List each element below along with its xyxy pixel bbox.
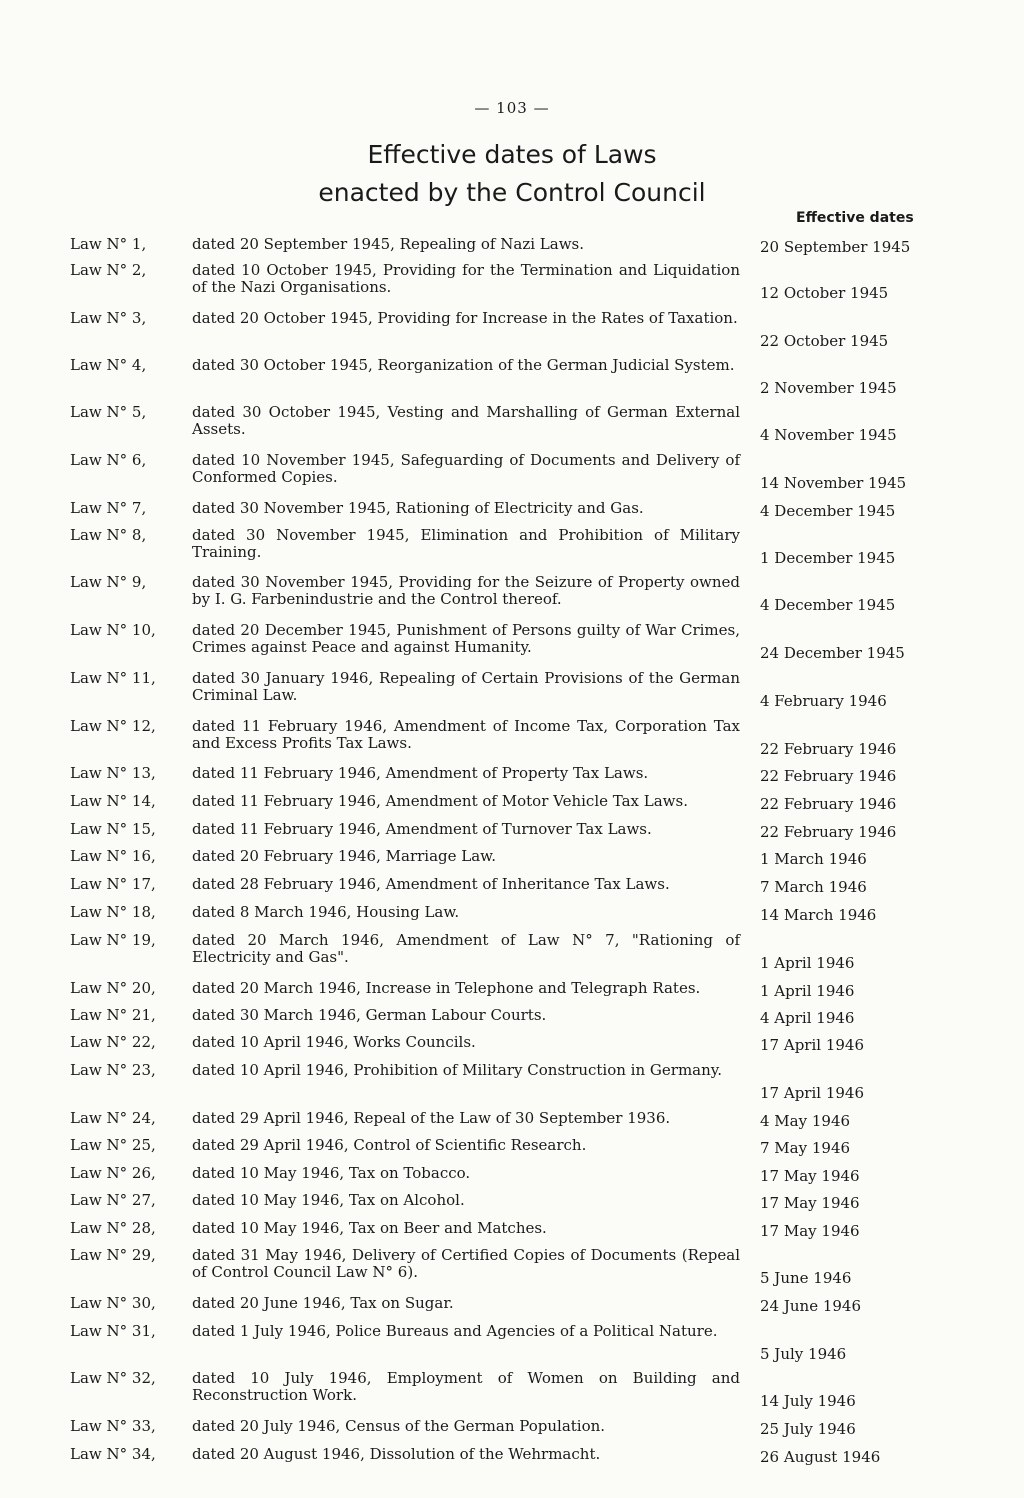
effective-date: 17 May 1946 — [760, 1222, 860, 1240]
law-number: Law N° 10, — [70, 621, 156, 639]
law-description: dated 20 August 1946, Dissolution of the Wehrmacht. — [192, 1445, 601, 1463]
effective-date: 4 November 1945 — [760, 426, 897, 444]
effective-date: 26 August 1946 — [760, 1448, 881, 1466]
effective-date: 22 February 1946 — [760, 795, 897, 813]
law-description: dated 30 November 1945, Elimination and Prohibition of Military Training. — [192, 526, 740, 561]
effective-date: 14 July 1946 — [760, 1392, 856, 1410]
effective-date: 2 November 1945 — [760, 379, 897, 397]
law-description: dated 10 April 1946, Works Councils. — [192, 1033, 476, 1051]
law-number: Law N° 24, — [70, 1109, 156, 1127]
law-description: dated 10 July 1946, Employment of Women on Building and Reconstruction Work. — [192, 1369, 740, 1404]
law-number: Law N° 3, — [70, 309, 147, 327]
law-description: dated 20 June 1946, Tax on Sugar. — [192, 1294, 454, 1312]
law-description: dated 10 April 1946, Prohibition of Military Construction in Germany. — [192, 1061, 723, 1079]
law-number: Law N° 15, — [70, 820, 156, 838]
effective-date: 1 December 1945 — [760, 549, 896, 567]
law-description: dated 11 February 1946, Amendment of Turnover Tax Laws. — [192, 820, 652, 838]
law-number: Law N° 20, — [70, 979, 156, 997]
law-number: Law N° 23, — [70, 1061, 156, 1079]
law-description: dated 20 July 1946, Census of the German Population. — [192, 1417, 606, 1435]
law-number: Law N° 34, — [70, 1445, 156, 1463]
effective-date: 4 December 1945 — [760, 502, 896, 520]
law-description: dated 28 February 1946, Amendment of Inheritance Tax Laws. — [192, 875, 670, 893]
law-description: dated 10 May 1946, Tax on Alcohol. — [192, 1191, 465, 1209]
law-description: dated 20 December 1945, Punishment of Persons guilty of War Crimes, Crimes against Peace and against Humanity. — [192, 621, 740, 656]
law-number: Law N° 22, — [70, 1033, 156, 1051]
law-number: Law N° 30, — [70, 1294, 156, 1312]
effective-date: 5 July 1946 — [760, 1345, 847, 1363]
law-description: dated 30 March 1946, German Labour Courts. — [192, 1006, 547, 1024]
page-number: — 103 — — [474, 99, 550, 117]
law-description: dated 29 April 1946, Repeal of the Law of 30 September 1936. — [192, 1109, 671, 1127]
law-number: Law N° 27, — [70, 1191, 156, 1209]
effective-date: 5 June 1946 — [760, 1269, 852, 1287]
law-description: dated 10 October 1945, Providing for the Termination and Liquidation of the Nazi Organisations. — [192, 261, 740, 296]
law-description: dated 20 March 1946, Increase in Telephone and Telegraph Rates. — [192, 979, 701, 997]
effective-date: 17 April 1946 — [760, 1084, 864, 1102]
effective-date: 4 December 1945 — [760, 596, 896, 614]
law-description: dated 10 May 1946, Tax on Beer and Matches. — [192, 1219, 547, 1237]
law-number: Law N° 9, — [70, 573, 147, 591]
law-number: Law N° 7, — [70, 499, 147, 517]
law-number: Law N° 8, — [70, 526, 147, 544]
effective-date: 12 October 1945 — [760, 284, 889, 302]
law-number: Law N° 12, — [70, 717, 156, 735]
effective-date: 25 July 1946 — [760, 1420, 856, 1438]
effective-date: 20 September 1945 — [760, 238, 911, 256]
law-number: Law N° 5, — [70, 403, 147, 421]
law-number: Law N° 13, — [70, 764, 156, 782]
law-number: Law N° 2, — [70, 261, 147, 279]
law-number: Law N° 31, — [70, 1322, 156, 1340]
effective-date: 1 April 1946 — [760, 982, 855, 1000]
effective-date: 7 March 1946 — [760, 878, 867, 896]
law-description: dated 8 March 1946, Housing Law. — [192, 903, 460, 921]
law-number: Law N° 11, — [70, 669, 156, 687]
law-number: Law N° 32, — [70, 1369, 156, 1387]
law-number: Law N° 21, — [70, 1006, 156, 1024]
effective-date: 4 May 1946 — [760, 1112, 851, 1130]
law-number: Law N° 29, — [70, 1246, 156, 1264]
effective-date: 14 March 1946 — [760, 906, 877, 924]
effective-date: 22 February 1946 — [760, 823, 897, 841]
law-number: Law N° 28, — [70, 1219, 156, 1237]
effective-date: 4 February 1946 — [760, 692, 887, 710]
law-description: dated 20 September 1945, Repealing of Nazi Laws. — [192, 235, 584, 253]
law-description: dated 30 November 1945, Providing for the Seizure of Property owned by I. G. Farbenindustrie and the Control thereof. — [192, 573, 740, 608]
effective-date: 17 April 1946 — [760, 1036, 864, 1054]
effective-date: 17 May 1946 — [760, 1194, 860, 1212]
effective-date: 14 November 1945 — [760, 474, 907, 492]
effective-date: 7 May 1946 — [760, 1139, 851, 1157]
effective-date: 22 October 1945 — [760, 332, 889, 350]
page-title-line-2: enacted by the Control Council — [318, 178, 706, 207]
law-number: Law N° 1, — [70, 235, 147, 253]
effective-date: 1 March 1946 — [760, 850, 867, 868]
law-description: dated 20 February 1946, Marriage Law. — [192, 847, 496, 865]
law-description: dated 29 April 1946, Control of Scientific Research. — [192, 1136, 587, 1154]
law-number: Law N° 19, — [70, 931, 156, 949]
law-number: Law N° 6, — [70, 451, 147, 469]
effective-dates-header: Effective dates — [796, 210, 914, 226]
effective-date: 22 February 1946 — [760, 767, 897, 785]
law-description: dated 11 February 1946, Amendment of Property Tax Laws. — [192, 764, 649, 782]
law-description: dated 30 October 1945, Vesting and Marshalling of German External Assets. — [192, 403, 740, 438]
page-title-line-1: Effective dates of Laws — [367, 140, 657, 169]
law-description: dated 30 October 1945, Reorganization of the German Judicial System. — [192, 356, 735, 374]
effective-date: 1 April 1946 — [760, 954, 855, 972]
law-number: Law N° 26, — [70, 1164, 156, 1182]
effective-date: 22 February 1946 — [760, 740, 897, 758]
law-description: dated 11 February 1946, Amendment of Motor Vehicle Tax Laws. — [192, 792, 688, 810]
law-description: dated 11 February 1946, Amendment of Income Tax, Corporation Tax and Excess Profits Tax Laws. — [192, 717, 740, 752]
effective-date: 24 December 1945 — [760, 644, 905, 662]
effective-date: 24 June 1946 — [760, 1297, 862, 1315]
law-number: Law N° 17, — [70, 875, 156, 893]
law-description: dated 30 November 1945, Rationing of Electricity and Gas. — [192, 499, 644, 517]
law-description: dated 10 November 1945, Safeguarding of Documents and Delivery of Conformed Copies. — [192, 451, 740, 486]
law-description: dated 20 October 1945, Providing for Increase in the Rates of Taxation. — [192, 309, 738, 327]
effective-date: 4 April 1946 — [760, 1009, 855, 1027]
law-description: dated 1 July 1946, Police Bureaus and Agencies of a Political Nature. — [192, 1322, 718, 1340]
law-description: dated 30 January 1946, Repealing of Certain Provisions of the German Criminal Law. — [192, 669, 740, 704]
law-number: Law N° 25, — [70, 1136, 156, 1154]
law-description: dated 31 May 1946, Delivery of Certified Copies of Documents (Repeal of Control Council Law N° 6). — [192, 1246, 740, 1281]
law-number: Law N° 14, — [70, 792, 156, 810]
law-number: Law N° 4, — [70, 356, 147, 374]
law-number: Law N° 18, — [70, 903, 156, 921]
law-number: Law N° 16, — [70, 847, 156, 865]
effective-date: 17 May 1946 — [760, 1167, 860, 1185]
law-number: Law N° 33, — [70, 1417, 156, 1435]
law-description: dated 20 March 1946, Amendment of Law N° 7, "Rationing of Electricity and Gas". — [192, 931, 740, 966]
law-description: dated 10 May 1946, Tax on Tobacco. — [192, 1164, 471, 1182]
